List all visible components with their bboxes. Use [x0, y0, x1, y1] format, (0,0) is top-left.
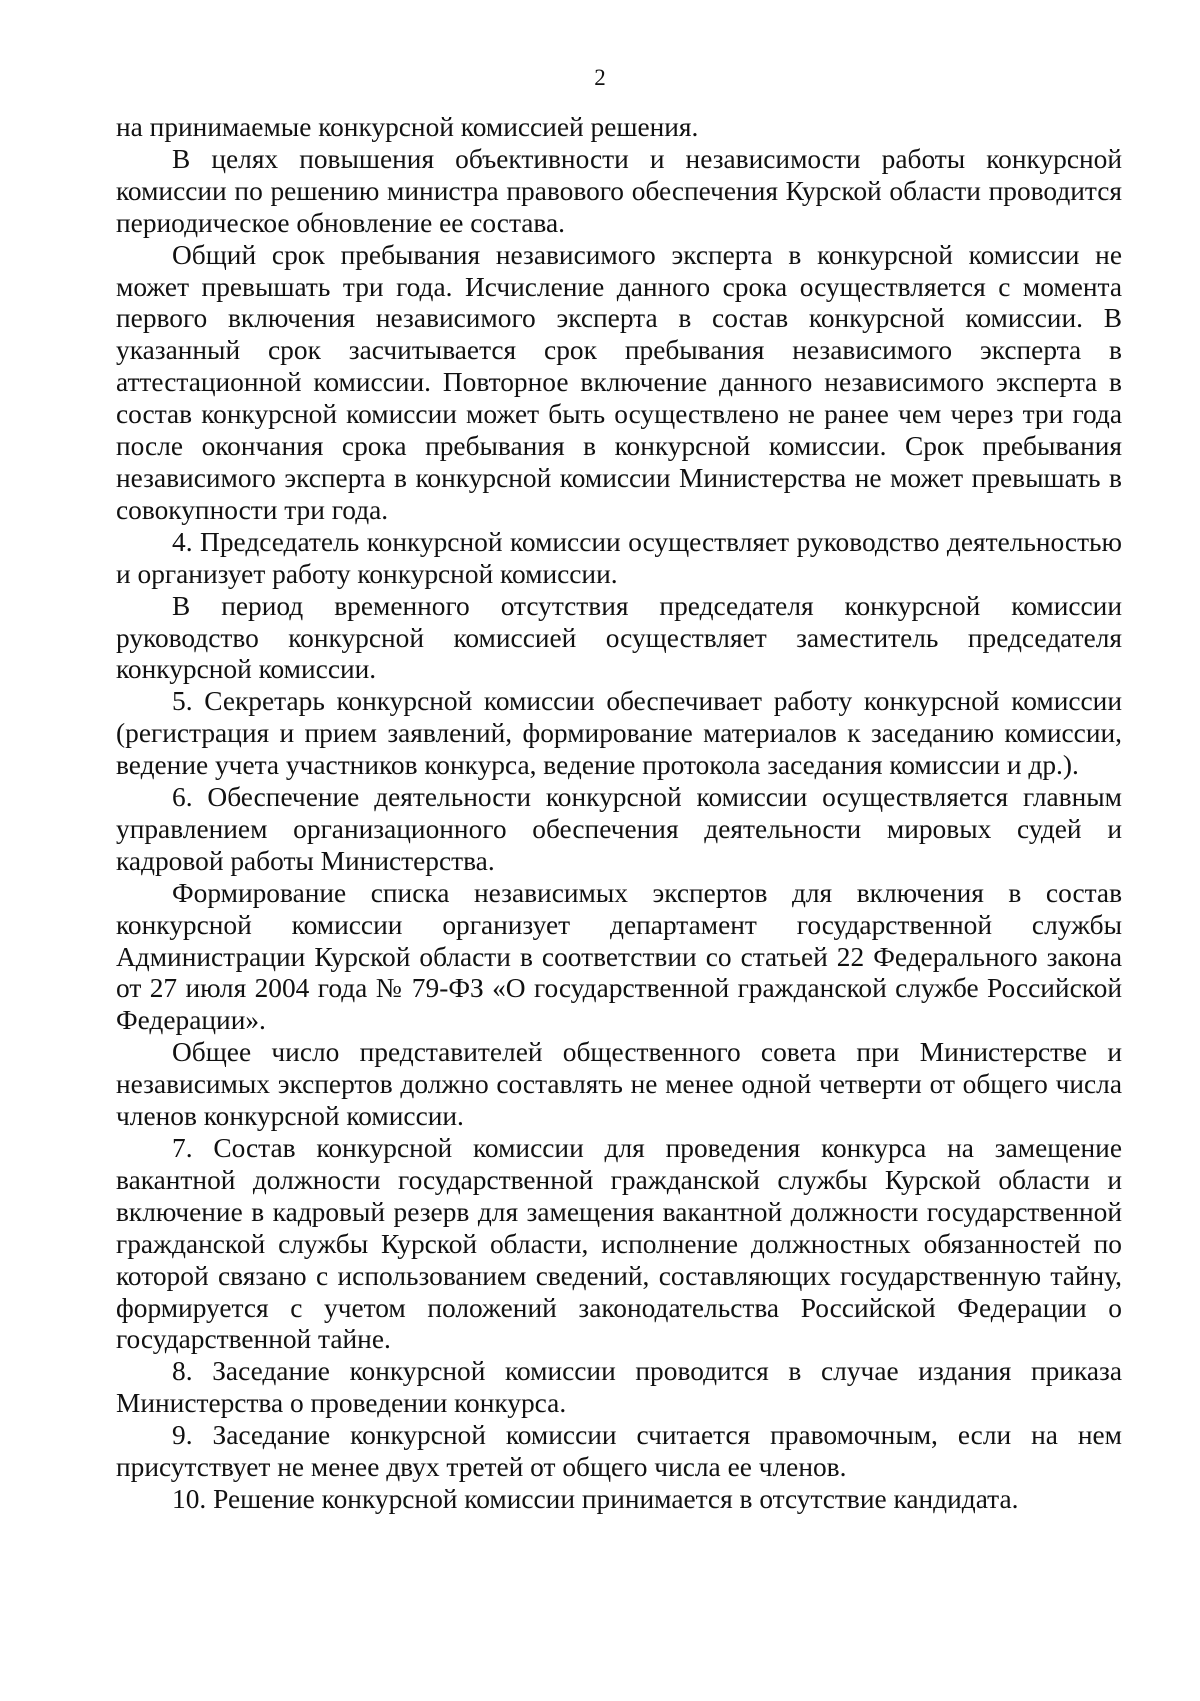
- paragraph-representatives-share: Общее число представителей общественного совета при Министерстве и независимых экспертов должно составлять не менее одной четверти от общего числа членов конкурсной комиссии.: [116, 1037, 1122, 1132]
- paragraph-commission-renewal: В целях повышения объективности и независимости работы конкурсной комиссии по решению министра правового обеспечения Курской области проводится периодическое обновление ее состава.: [116, 143, 1122, 238]
- paragraph-item-7-composition: 7. Состав конкурсной комиссии для проведения конкурса на замещение вакантной должности государственной гражданской службы Курской области и включение в кадровый резерв для замещения вакантной должности государственной гражданской службы Курской области, исполнение должностных обязанностей по которой связано с использованием сведений, составляющих государственную тайну, формируется с учетом положений законодательства Российской Федерации о государственной тайне.: [116, 1133, 1122, 1355]
- document-body: [116, 112, 1122, 1516]
- paragraph-expert-term: Общий срок пребывания независимого эксперта в конкурсной комиссии не может превышать три года. Исчисление данного срока осуществляется с момента первого включения независимого эксперта в состав конкурсной комиссии. В указанный срок засчитывается срок пребывания независимого эксперта в аттестационной комиссии. Повторное включение данного независимого эксперта в состав конкурсной комиссии может быть осуществлено не ранее чем через три года после окончания срока пребывания в конкурсной комиссии. Срок пребывания независимого эксперта в конкурсной комиссии Министерства не может превышать в совокупности три года.: [116, 239, 1122, 525]
- page-number: 2: [594, 65, 606, 90]
- paragraph-item-9-quorum: 9. Заседание конкурсной комиссии считается правомочным, если на нем присутствует не менее двух третей от общего числа ее членов.: [116, 1420, 1122, 1483]
- paragraph-continuation: на принимаемые конкурсной комиссией решения.: [116, 112, 699, 142]
- paragraph-item-5-secretary: 5. Секретарь конкурсной комиссии обеспечивает работу конкурсной комиссии (регистрация и прием заявлений, формирование материалов к заседанию комиссии, ведение учета участников конкурса, ведение протокола заседания комиссии и др.).: [116, 686, 1122, 781]
- paragraph-item-6-support: 6. Обеспечение деятельности конкурсной комиссии осуществляется главным управлением организационного обеспечения деятельности мировых судей и кадровой работы Министерства.: [116, 782, 1122, 876]
- paragraph-deputy-chairman: В период временного отсутствия председателя конкурсной комиссии руководство конкурсной комиссией осуществляет заместитель председателя конкурсной комиссии.: [116, 590, 1122, 685]
- paragraph-item-8-meeting: 8. Заседание конкурсной комиссии проводится в случае издания приказа Министерства о проведении конкурса.: [116, 1356, 1122, 1419]
- paragraph-item-4-chairman: 4. Председатель конкурсной комиссии осуществляет руководство деятельностью и организует работу конкурсной комиссии.: [116, 526, 1122, 589]
- paragraph-expert-list: Формирование списка независимых экспертов для включения в состав конкурсной комиссии организует департамент государственной службы Администрации Курской области в соответствии со статьей 22 Федерального закона от 27 июля 2004 года № 79-ФЗ «О государственной гражданской службе Российской Федерации».: [116, 877, 1122, 1036]
- paragraph-item-10-decision: 10. Решение конкурсной комиссии принимается в отсутствие кандидата.: [172, 1483, 1019, 1514]
